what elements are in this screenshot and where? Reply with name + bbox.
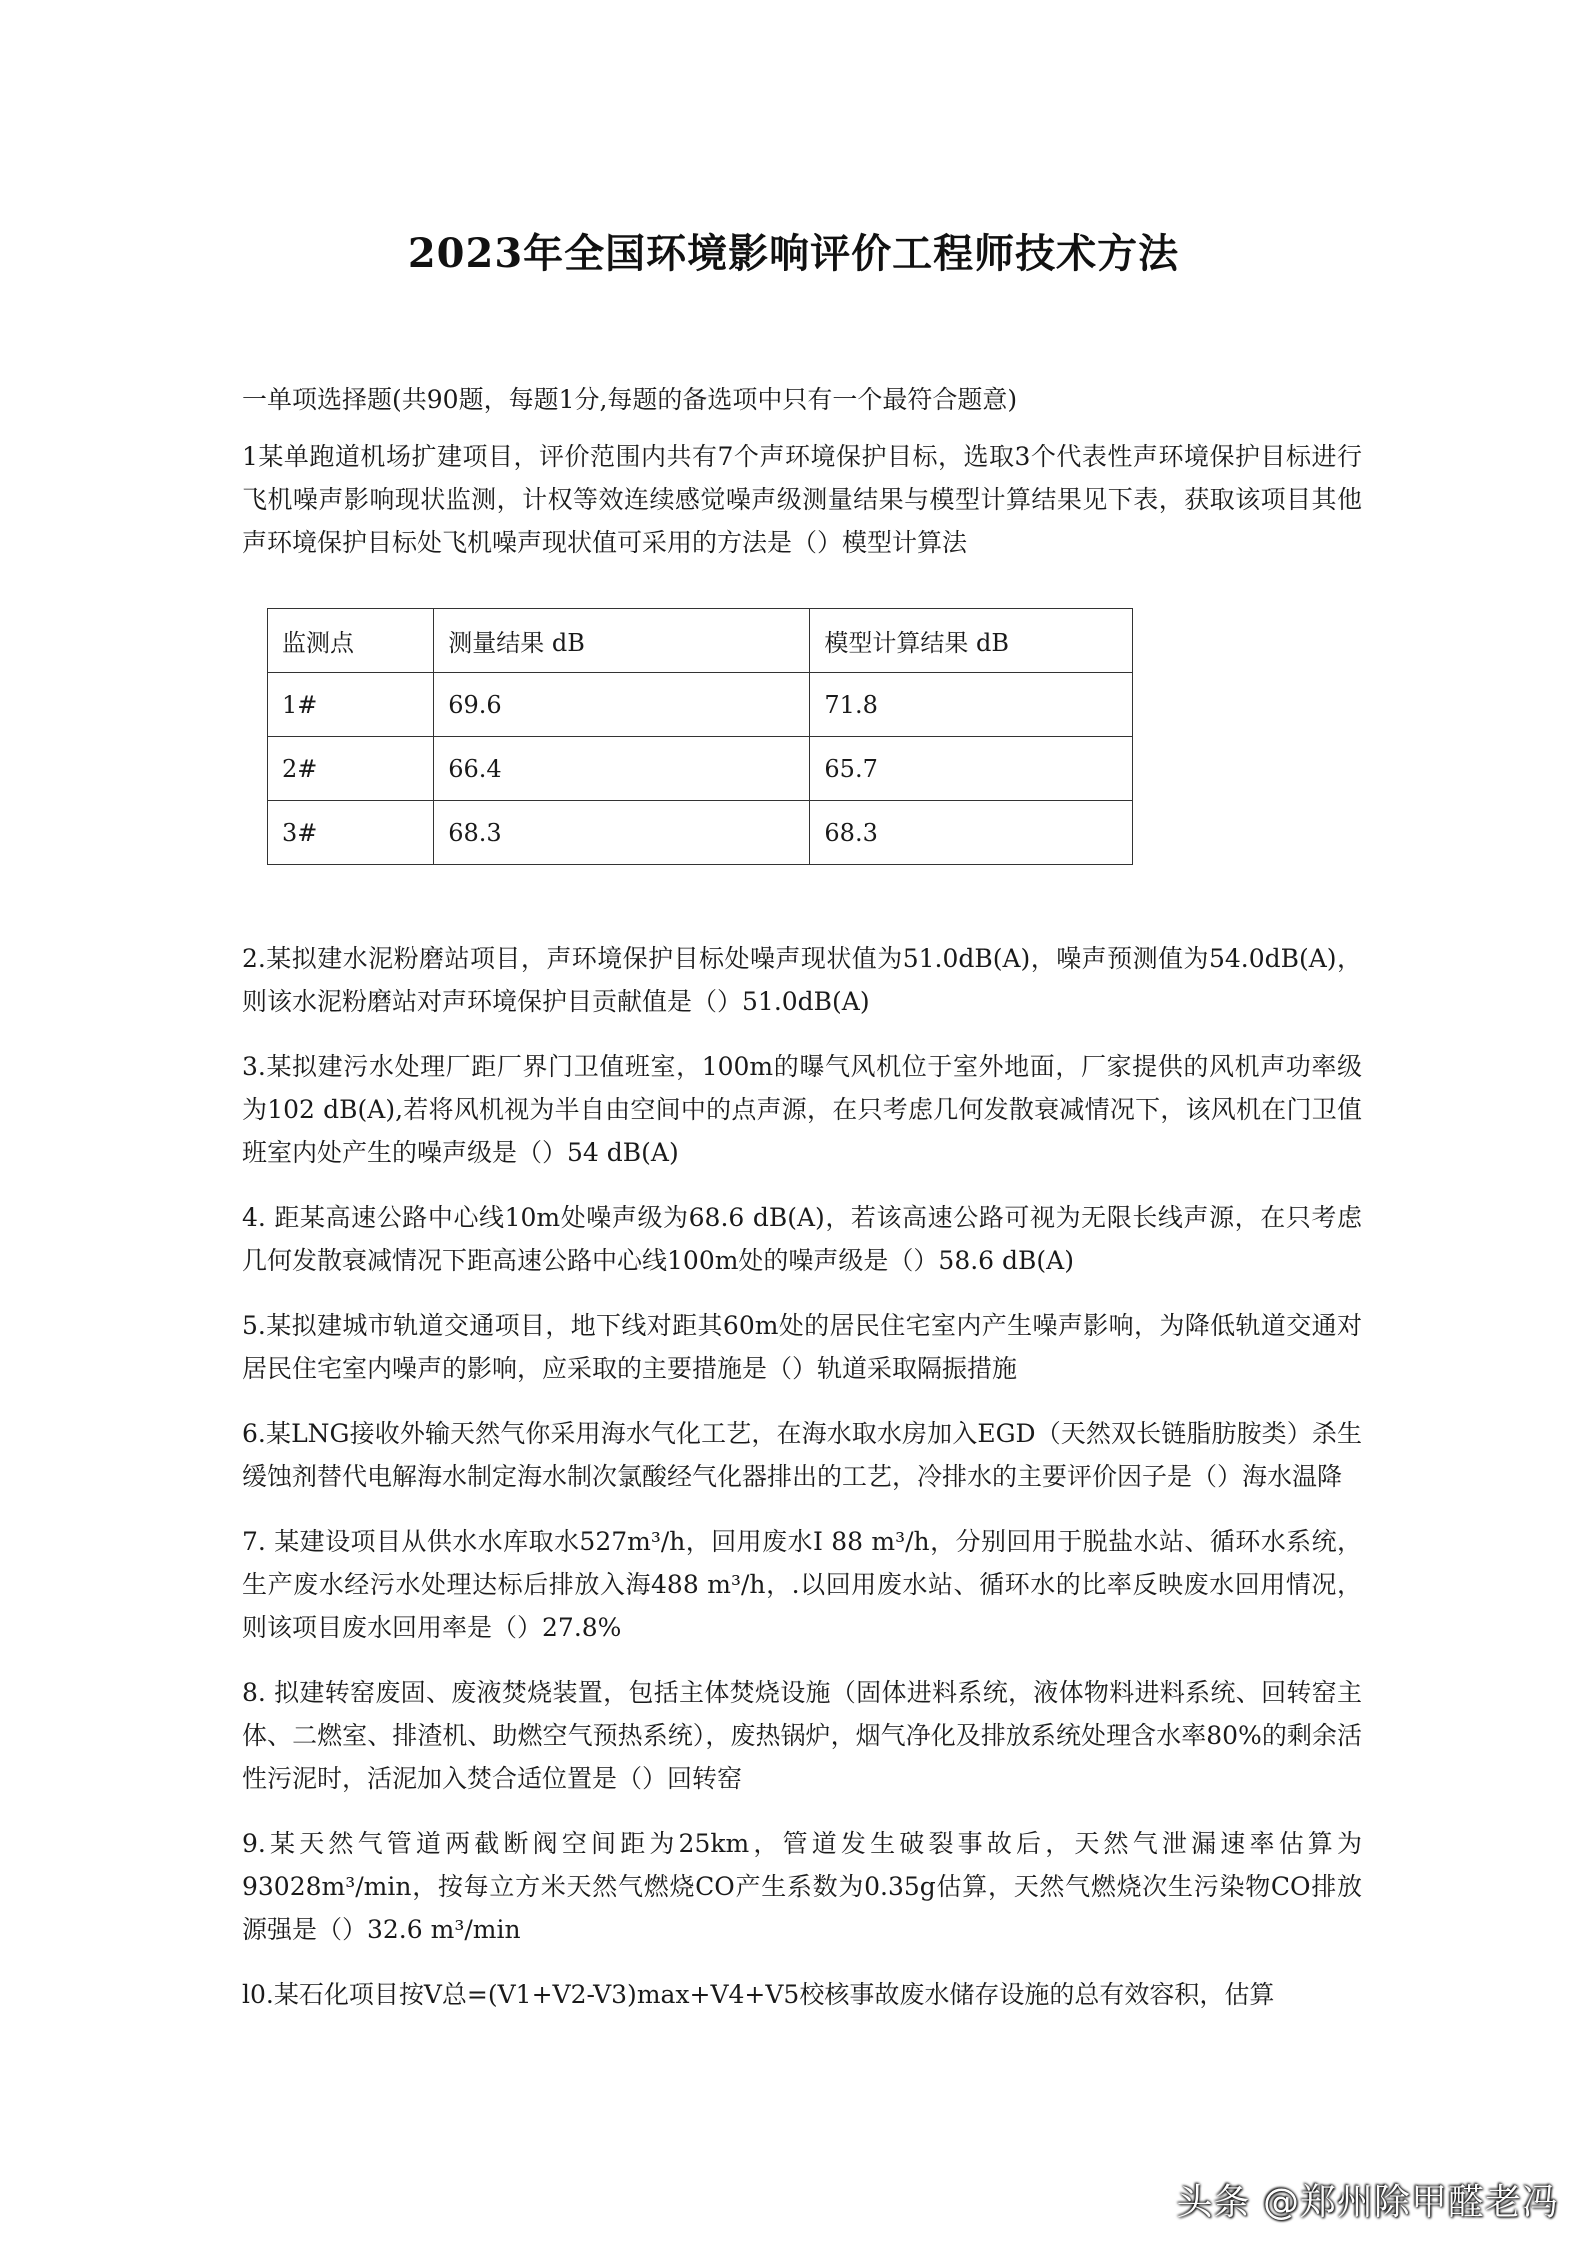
question-8: 8. 拟建转窑废固、废液焚烧装置，包括主体焚烧设施（固体进料系统，液体物料进料系统、回转窑主体、二燃室、排渣机、助燃空气预热系统），废热锅炉，烟气净化及排放系统处理含水率80%的剩余活性污泥时，活泥加入焚合适位置是（）回转窑	[242, 1678, 1362, 1793]
table-header-cell: 模型计算结果 dB	[810, 609, 1133, 673]
table-cell: 69.6	[434, 673, 810, 737]
question-2: 2.某拟建水泥粉磨站项目，声环境保护目标处噪声现状值为51.0dB(A)，噪声预测值为54.0dB(A)，则该水泥粉磨站对声环境保护目贡献值是（）51.0dB(A)	[242, 944, 1362, 1016]
question-5: 5.某拟建城市轨道交通项目，地下线对距其60m处的居民住宅室内产生噪声影响，为降低轨道交通对居民住宅室内噪声的影响，应采取的主要措施是（）轨道采取隔振措施	[242, 1311, 1362, 1383]
document-title: 2023年全国环境影响评价工程师技术方法	[407, 230, 1180, 277]
table-header-cell: 监测点	[268, 609, 434, 673]
table-cell: 2#	[268, 737, 434, 801]
table-header-cell: 测量结果 dB	[434, 609, 810, 673]
table-cell: 1#	[268, 673, 434, 737]
monitoring-results-table	[267, 608, 1133, 865]
question-3: 3.某拟建污水处理厂距厂界门卫值班室，100m的曝气风机位于室外地面，厂家提供的风机声功率级为102 dB(A),若将风机视为半自由空间中的点声源，在只考虑几何发散衰减情况下，该风机在门卫值班室内处产生的噪声级是（）54 dB(A)	[242, 1052, 1362, 1167]
table-cell: 66.4	[434, 737, 810, 801]
question-1: 1某单跑道机场扩建项目，评价范围内共有7个声环境保护目标，选取3个代表性声环境保护目标进行飞机噪声影响现状监测，计权等效连续感觉噪声级测量结果与模型计算结果见下表，获取该项目其他声环境保护目标处飞机噪声现状值可采用的方法是（）模型计算法	[242, 442, 1362, 557]
table-cell: 3#	[268, 801, 434, 865]
table-cell: 68.3	[810, 801, 1133, 865]
question-7: 7. 某建设项目从供水水库取水527m³/h，回用废水I 88 m³/h，分别回用于脱盐水站、循环水系统，生产废水经污水处理达标后排放入海488 m³/h，.以回用废水站、循环水的比率反映废水回用情况，则该项目废水回用率是（）27.8%	[242, 1527, 1362, 1642]
question-4: 4. 距某高速公路中心线10m处噪声级为68.6 dB(A)，若该高速公路可视为无限长线声源，在只考虑几何发散衰减情况下距高速公路中心线100m处的噪声级是（）58.6 dB(A)	[242, 1203, 1362, 1275]
question-9: 9.某天然气管道两截断阀空间距为25km，管道发生破裂事故后，天然气泄漏速率估算为93028m³/min，按每立方米天然气燃烧CO产生系数为0.35g估算，天然气燃烧次生污染物CO排放源强是（）32.6 m³/min	[242, 1829, 1362, 1944]
table-cell: 68.3	[434, 801, 810, 865]
table-header-row	[268, 609, 1133, 673]
table-row	[268, 673, 1133, 737]
document-body	[242, 378, 1362, 2038]
table-cell: 71.8	[810, 673, 1133, 737]
table-cell: 65.7	[810, 737, 1133, 801]
question-6: 6.某LNG接收外输天然气你采用海水气化工艺，在海水取水房加入EGD（天然双长链脂肪胺类）杀生缓蚀剂替代电解海水制定海水制次氯酸经气化器排出的工艺，冷排水的主要评价因子是（）海水温降	[242, 1419, 1362, 1491]
table-row	[268, 737, 1133, 801]
question-10: l0.某石化项目按V总=(V1+V2-V3)max+V4+V5校核事故废水储存设施的总有效容积，估算	[242, 1980, 1275, 2009]
watermark: 头条 @郑州除甲醛老冯	[1176, 2182, 1559, 2223]
section-intro: 一单项选择题(共90题，每题1分,每题的备选项中只有一个最符合题意)	[242, 385, 1018, 414]
table-row	[268, 801, 1133, 865]
